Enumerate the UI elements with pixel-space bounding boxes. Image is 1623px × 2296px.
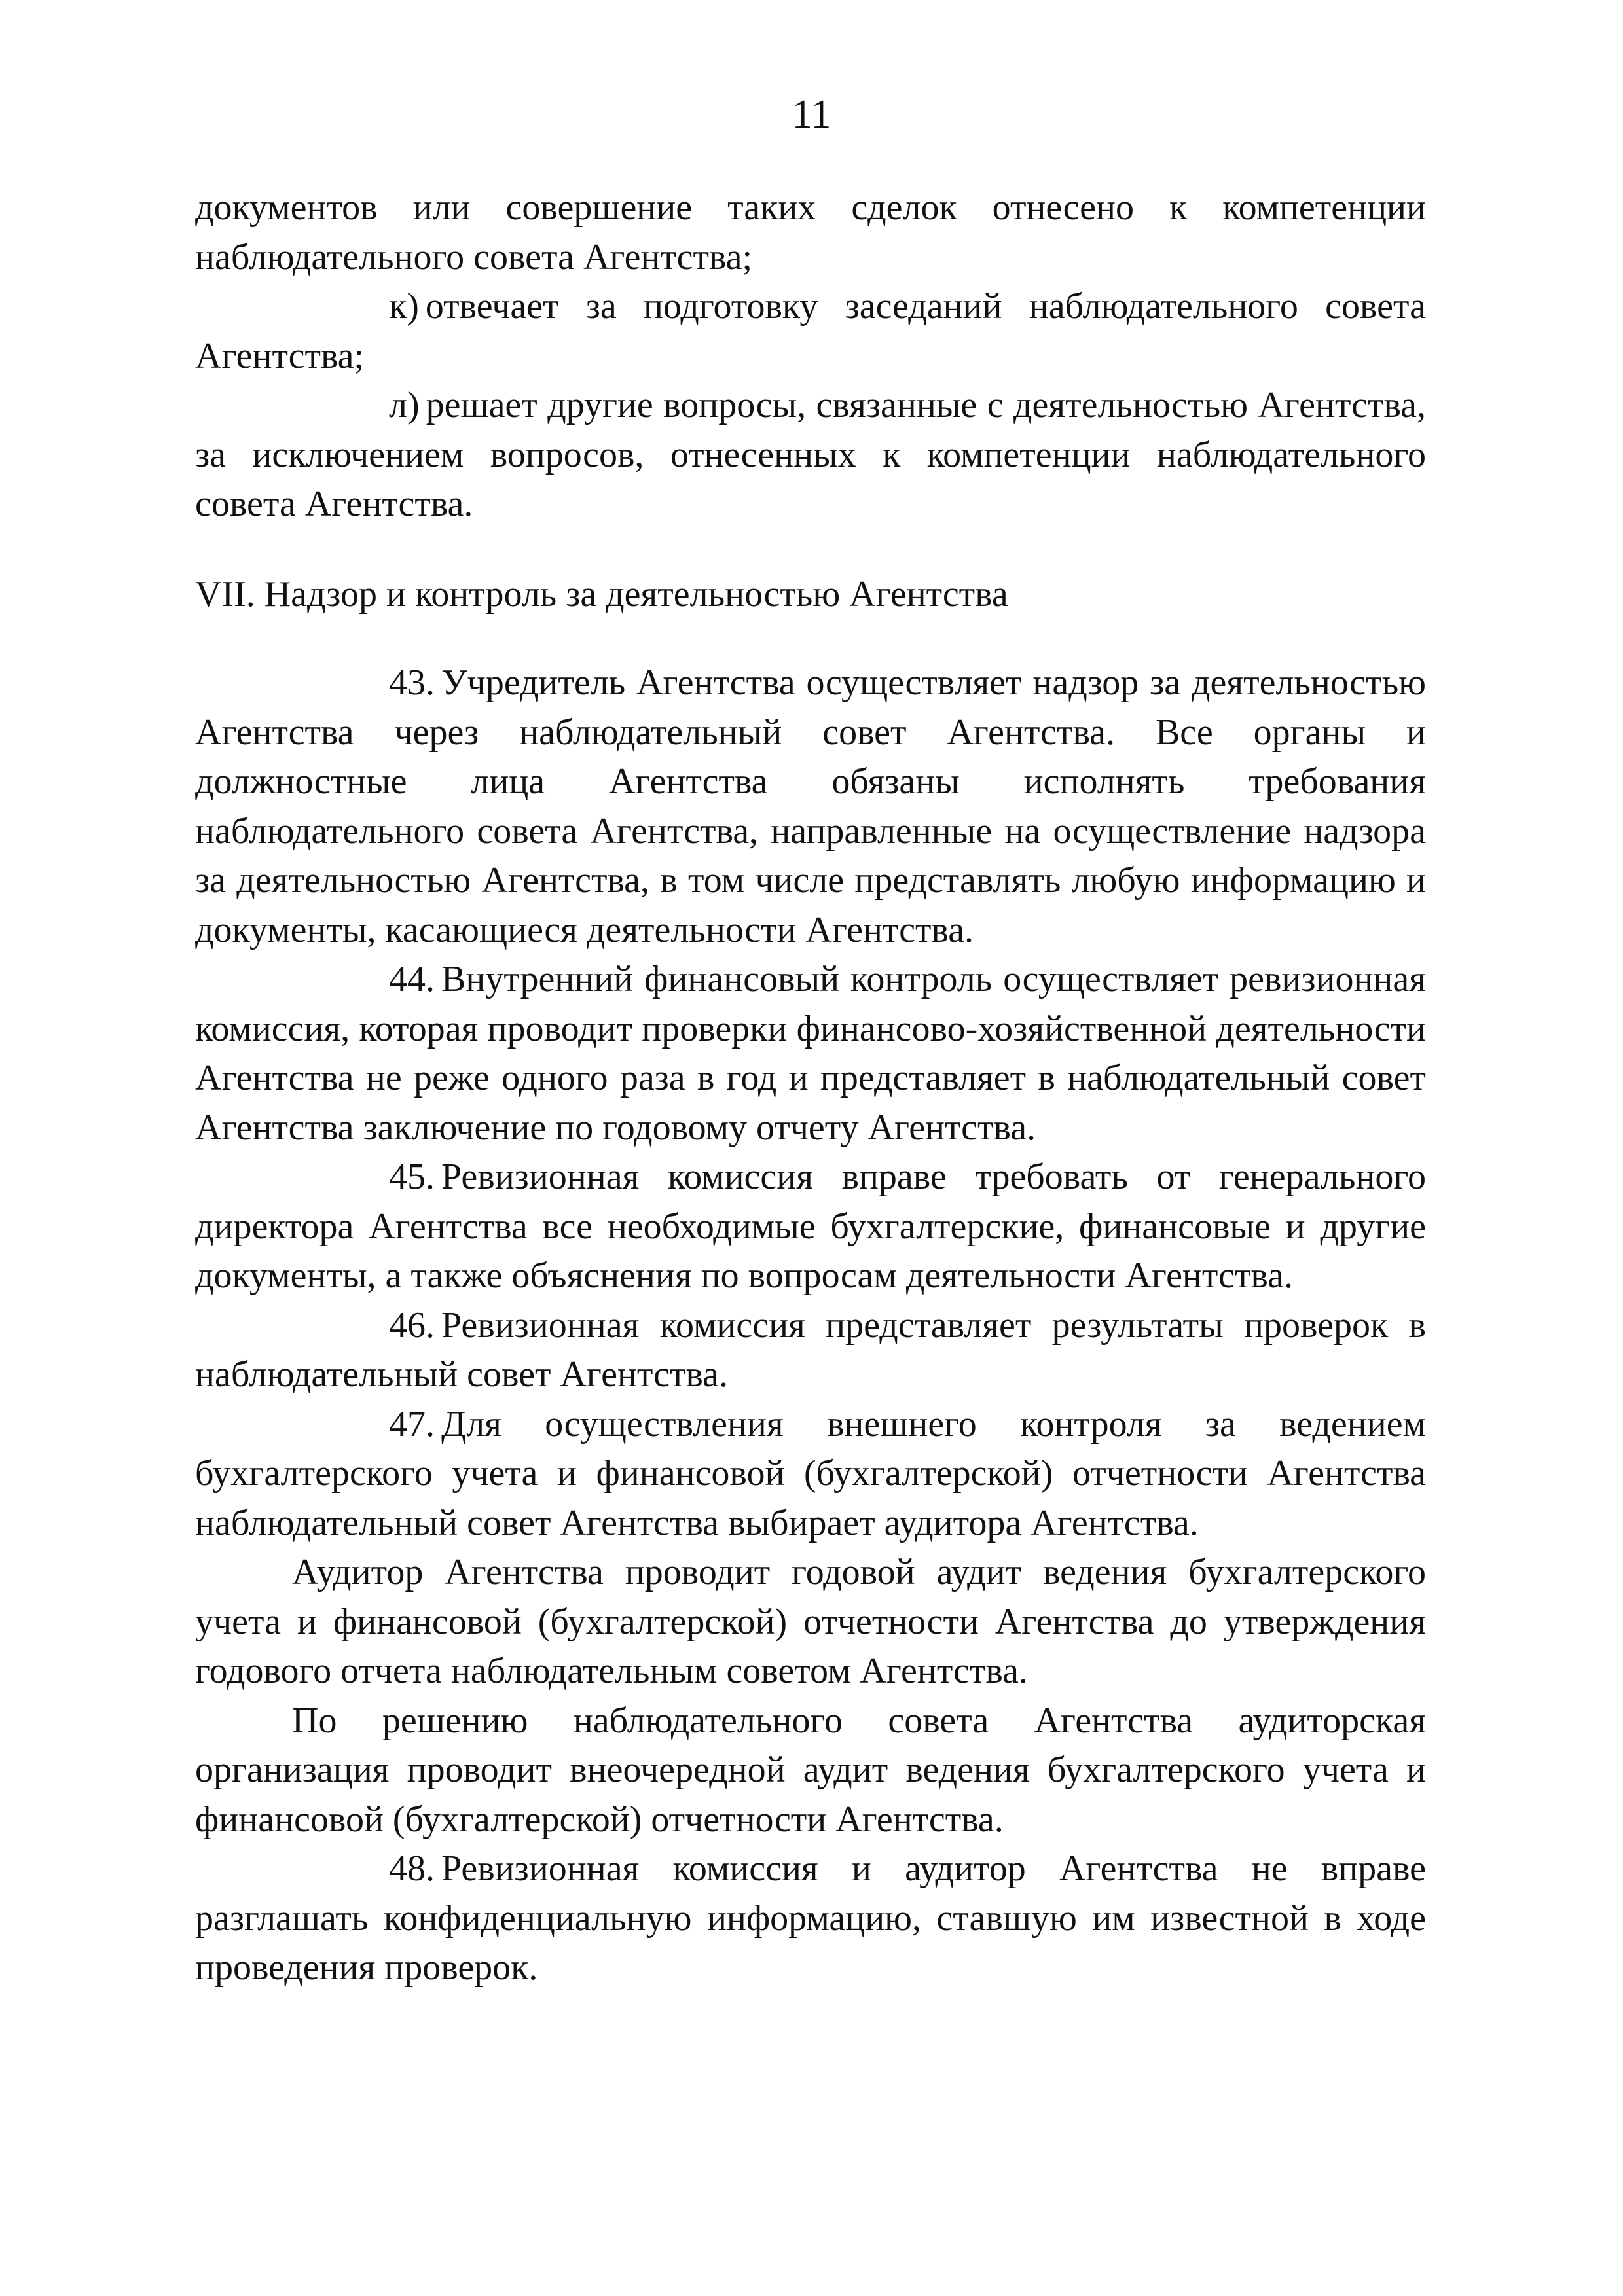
clause-number: 46. bbox=[389, 1304, 435, 1346]
clause-43 bbox=[195, 658, 1426, 955]
clause-text: Для осуществления внешнего контроля за ведением бухгалтерского учета и финансовой (бухгалтерской) отчетности Агентства наблюдательный совет Агентства выбирает аудитора Агентства. bbox=[195, 1403, 1426, 1543]
clause-text: Ревизионная комиссия вправе требовать от генерального директора Агентства все необходимые бухгалтерские, финансовые и другие документы, а также объяснения по вопросам деятельности Агентства. bbox=[195, 1157, 1426, 1296]
clause-text: Ревизионная комиссия представляет результаты проверок в наблюдательный совет Агентства. bbox=[195, 1304, 1426, 1395]
clause-number: 44. bbox=[389, 959, 435, 999]
subitem-l bbox=[195, 381, 1426, 529]
subitem-k bbox=[195, 282, 1426, 381]
clause-number: 47. bbox=[389, 1403, 435, 1444]
clause-45 bbox=[195, 1153, 1426, 1301]
clause-number: 43. bbox=[389, 662, 435, 703]
subitem-text: решает другие вопросы, связанные с деятельностью Агентства, за исключением вопросов, отнесенных к компетенции наблюдательного совета Агентства. bbox=[195, 385, 1426, 524]
clause-46 bbox=[195, 1301, 1426, 1400]
section-heading: VII. Надзор и контроль за деятельностью Агентства bbox=[195, 573, 1008, 615]
subitem-marker: л) bbox=[389, 385, 420, 425]
clause-text: Аудитор Агентства проводит годовой аудит ведения бухгалтерского учета и финансовой (бухгалтерской) отчетности Агентства до утверждения годового отчета наблюдательным советом Агентства. bbox=[195, 1552, 1426, 1691]
clause-44 bbox=[195, 955, 1426, 1153]
clause-47 bbox=[195, 1400, 1426, 1549]
clause-text: Учредитель Агентства осуществляет надзор за деятельностью Агентства через наблюдательный совет Агентства. Все органы и должностные лица Агентства обязаны исполнять требования наблюдательного совета Агентства, направленные на осуществление надзора за деятельностью Агентства, в том числе представлять любую информацию и документы, касающиеся деятельности Агентства. bbox=[195, 662, 1426, 950]
clause-number: 45. bbox=[389, 1157, 435, 1197]
clause-text: По решению наблюдательного совета Агентства аудиторская организация проводит внеочередной аудит ведения бухгалтерского учета и финансовой (бухгалтерской) отчетности Агентства. bbox=[195, 1700, 1426, 1840]
subitem-marker: к) bbox=[389, 286, 419, 327]
paragraph-continuation bbox=[195, 183, 1426, 282]
clause-text: Внутренний финансовый контроль осуществляет ревизионная комиссия, которая проводит проверки финансово-хозяйственной деятельности Агентства не реже одного раза в год и представляет в наблюдательный совет Агентства заключение по годовому отчету Агентства. bbox=[195, 959, 1426, 1148]
document-body bbox=[195, 183, 1426, 1993]
clause-48 bbox=[195, 1844, 1426, 1993]
clause-47-auditor bbox=[195, 1548, 1426, 1696]
paragraph-text: документов или совершение таких сделок отнесено к компетенции наблюдательного совета Агентства; bbox=[195, 187, 1426, 278]
page-number: 11 bbox=[792, 92, 831, 137]
clause-number: 48. bbox=[389, 1848, 435, 1889]
clause-47-extra-audit bbox=[195, 1696, 1426, 1845]
clause-text: Ревизионная комиссия и аудитор Агентства не вправе разглашать конфиденциальную информацию, ставшую им известной в ходе проведения проверок. bbox=[195, 1848, 1426, 1988]
subitem-text: отвечает за подготовку заседаний наблюдательного совета Агентства; bbox=[195, 286, 1426, 376]
